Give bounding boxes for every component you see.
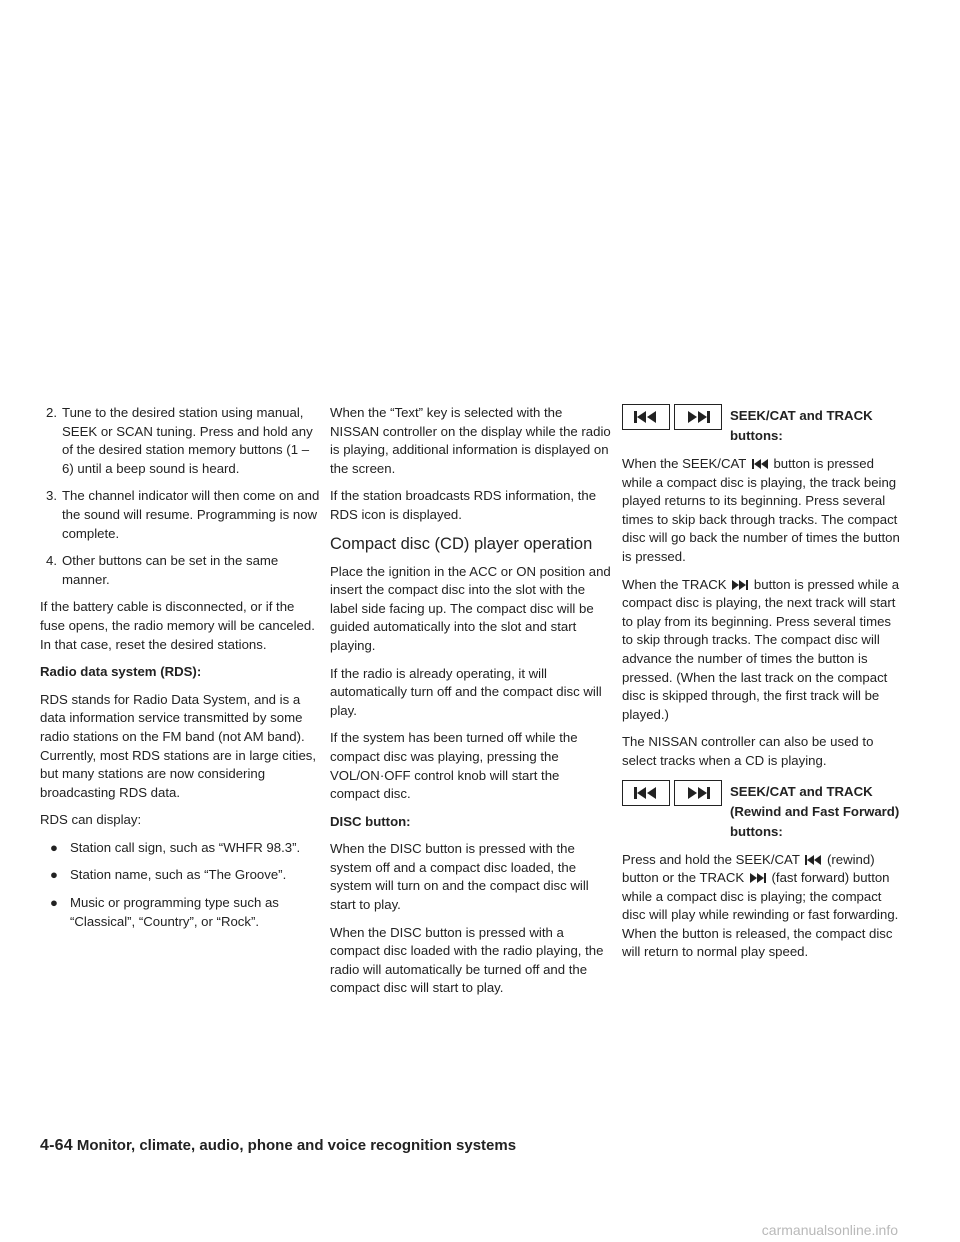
right-column xyxy=(622,404,904,971)
step-number: 4. xyxy=(46,553,57,569)
step-text: Tune to the desired station using manual, SEEK or SCAN tuning. Press and hold any of the desired station memory buttons (1 – 6) until a beep sound is heard. xyxy=(62,405,313,476)
bullet-text: Station name, such as “The Groove”. xyxy=(70,867,287,883)
rds-heading: Radio data system (RDS): xyxy=(40,664,202,680)
nissan-controller-paragraph: The NISSAN controller can also be used to select tracks when a CD is playing. xyxy=(622,734,874,768)
hold-paragraph-c: (fast forward) button while a compact disc is playing; the compact disc will play while rewinding or fast forwarding. When the button is released, the compact disc will return to normal play speed. xyxy=(622,870,899,960)
middle-column xyxy=(330,404,612,1007)
cd-paragraph-2: If the radio is already operating, it will automatically turn off and the compact disc will play. xyxy=(330,665,602,718)
cd-section-heading: Compact disc (CD) player operation xyxy=(330,534,593,553)
seek-back-inline-icon xyxy=(752,459,768,469)
rewind-inline-icon xyxy=(805,855,821,865)
track-paragraph xyxy=(622,576,904,725)
seek-track-heading-row xyxy=(622,404,904,446)
seek-back-icon xyxy=(622,404,670,430)
rewind-ff-heading-row xyxy=(622,780,904,842)
track-paragraph-end: button is pressed while a compact disc is playing, the next track will start to play from its beginning. Press several times to skip through tracks. The compact disc will advance the number of times the button is pressed. (When the last track on the compact disc is skipped through, the first track will be played.) xyxy=(622,576,900,722)
hold-paragraph xyxy=(622,851,904,963)
disc-paragraph-2: When the DISC button is pressed with a compact disc loaded with the radio playing, the radio will automatically be turned off and the compact disc will start to play. xyxy=(330,924,604,996)
hold-paragraph-b: (rewind) button or the TRACK xyxy=(622,851,875,886)
left-column xyxy=(40,404,322,940)
fast-forward-inline-icon xyxy=(750,873,766,883)
bullet-icon: ● xyxy=(50,867,58,883)
seek-paragraph-end: button is pressed while a compact disc is playing, the track being played returns to its beginning. Press several times to skip back through tracks. The compact disc will go back the number of times the button is pressed. xyxy=(622,456,900,564)
seek-paragraph-start: When the SEEK/CAT xyxy=(622,456,747,471)
bullet-icon: ● xyxy=(50,895,58,911)
rds-paragraph: RDS stands for Radio Data System, and is a data information service transmitted by some radio stations on the FM band (not AM band). Currently, most RDS stations are in large cities, but many stations are now considering broadcasting RDS data. xyxy=(40,691,317,800)
watermark: carmanualsonline.info xyxy=(761,1222,898,1238)
numbered-step xyxy=(40,552,322,589)
hold-paragraph-a: Press and hold the SEEK/CAT xyxy=(622,851,800,867)
text-key-paragraph: When the “Text” key is selected with the NISSAN controller on the display while the radio is playing, additional information is displayed on the screen. xyxy=(330,405,611,476)
numbered-step xyxy=(40,404,322,478)
bullet-item xyxy=(46,894,322,931)
bullet-icon: ● xyxy=(50,839,58,855)
step-text: Other buttons can be set in the same manner. xyxy=(62,553,279,587)
bullet-text: Music or programming type such as “Classical”, “Country”, or “Rock”. xyxy=(70,895,279,929)
chapter-title: Monitor, climate, audio, phone and voice recognition systems xyxy=(76,1137,517,1154)
disc-heading: DISC button: xyxy=(330,813,411,829)
page-footer xyxy=(40,1137,516,1155)
rds-icon-paragraph: If the station broadcasts RDS information, the RDS icon is displayed. xyxy=(330,488,597,522)
track-paragraph-start: When the TRACK xyxy=(622,576,727,592)
page-number: 4-64 xyxy=(40,1137,73,1154)
rewind-ff-heading: SEEK/CAT and TRACK (Rewind and Fast Forward) buttons: xyxy=(730,783,900,839)
rewind-icon xyxy=(622,780,670,806)
cd-paragraph-1: Place the ignition in the ACC or ON position and insert the compact disc into the slot with the label side facing up. The compact disc will be guided automatically into the slot and start playing. xyxy=(330,563,611,653)
bullet-item xyxy=(46,866,322,885)
bullet-text: Station call sign, such as “WHFR 98.3”. xyxy=(70,839,301,855)
disc-paragraph-1: When the DISC button is pressed with the system off and a compact disc loaded, the system will turn on and the compact disc will start to play. xyxy=(330,841,589,913)
bullet-item xyxy=(46,839,322,858)
fast-forward-icon xyxy=(674,780,722,806)
battery-paragraph: If the battery cable is disconnected, or if the fuse opens, the radio memory will be canceled. In that case, reset the desired stations. xyxy=(40,599,315,652)
seek-track-buttons-illustration xyxy=(622,404,722,430)
step-text: The channel indicator will then come on and the sound will resume. Programming is now complete. xyxy=(62,488,320,541)
step-number: 2. xyxy=(46,405,57,420)
seek-track-heading: SEEK/CAT and TRACK buttons: xyxy=(730,408,873,443)
step-number: 3. xyxy=(46,488,57,504)
seek-paragraph xyxy=(622,455,904,567)
rewind-ff-buttons-illustration xyxy=(622,780,722,806)
rds-can-display: RDS can display: xyxy=(40,812,142,828)
cd-paragraph-3: If the system has been turned off while the compact disc was playing, pressing the VOL/ON·OFF control knob will start the compact disc. xyxy=(330,730,578,802)
track-forward-inline-icon xyxy=(732,580,748,590)
track-forward-icon xyxy=(674,404,722,430)
numbered-step xyxy=(40,487,322,543)
